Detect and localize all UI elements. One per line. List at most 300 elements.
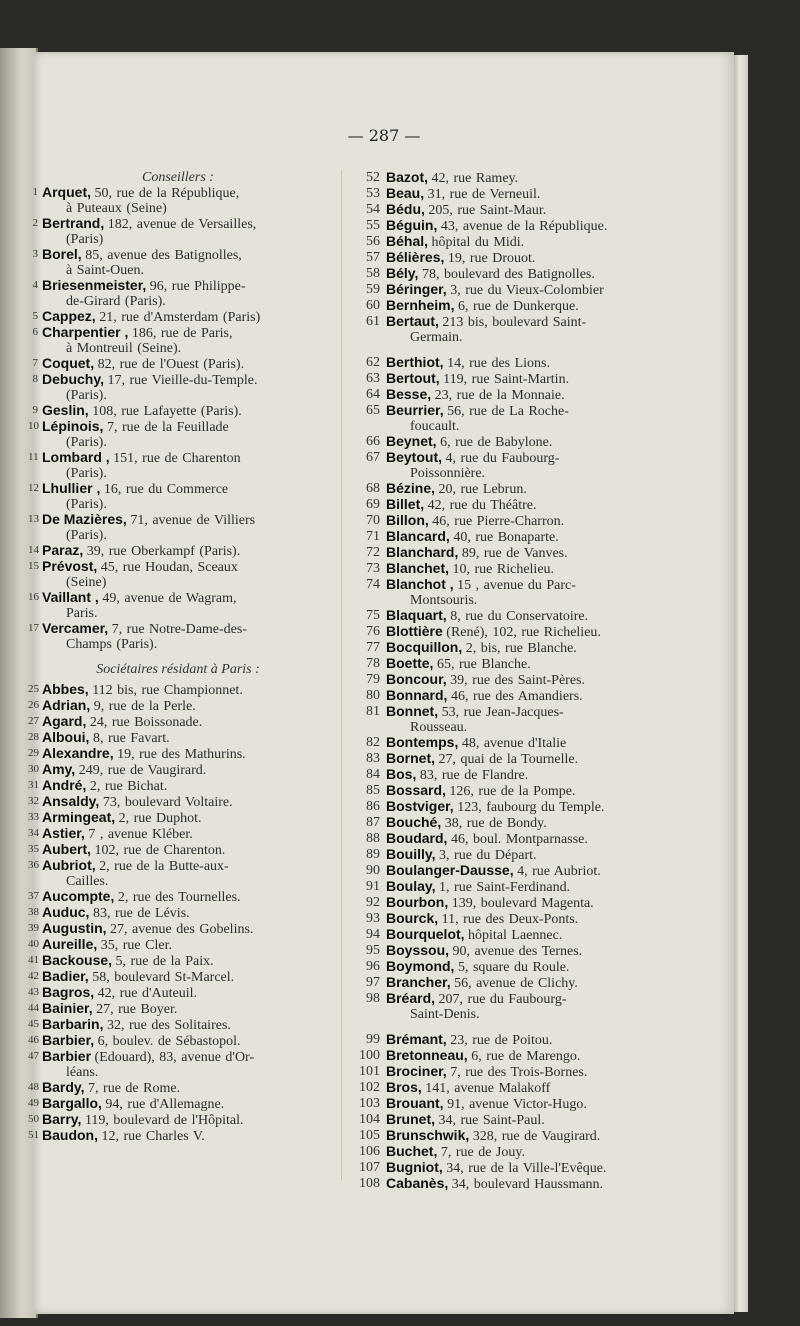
entry-number: 28 bbox=[28, 731, 39, 743]
entry-number: 105 bbox=[359, 1128, 380, 1143]
list-item bbox=[352, 751, 697, 767]
list-item bbox=[28, 543, 328, 559]
entry-address: 96, rue Philippe- bbox=[149, 279, 246, 294]
entry-name: Bertrand, bbox=[42, 215, 105, 231]
entry-address: 50, rue de la République, bbox=[94, 186, 240, 201]
entry-address: 85, avenue des Batignolles, bbox=[85, 248, 242, 263]
list-item bbox=[352, 513, 697, 529]
entry-name: Coquet, bbox=[42, 355, 95, 371]
entry-number: 73 bbox=[366, 561, 380, 576]
entry-number: 67 bbox=[366, 450, 380, 465]
entry-name: Ansaldy, bbox=[42, 793, 100, 809]
entry-address: 14, rue des Lions. bbox=[447, 356, 550, 371]
entry-number: 89 bbox=[366, 847, 380, 862]
entry-address-continued: à Montreuil (Seine). bbox=[66, 341, 182, 356]
entry-name: Bainier, bbox=[42, 1000, 93, 1016]
list-item bbox=[28, 985, 328, 1001]
list-item bbox=[352, 1112, 697, 1128]
entry-address: 83, rue de Flandre. bbox=[419, 768, 529, 783]
list-item bbox=[28, 969, 328, 985]
entry-name: Beurrier, bbox=[386, 402, 444, 418]
entry-name: Bernheim, bbox=[386, 297, 455, 313]
entry-number: 36 bbox=[28, 859, 39, 871]
list-item bbox=[28, 937, 328, 953]
entry-address-continued: (Paris). bbox=[66, 497, 107, 512]
list-item bbox=[352, 202, 697, 218]
entry-address: 45, rue Houdan, Sceaux bbox=[100, 560, 238, 575]
entry-number: 84 bbox=[366, 767, 380, 782]
entry-number: 94 bbox=[366, 927, 380, 942]
entry-address: 10, rue Richelieu. bbox=[452, 562, 555, 577]
entry-name: Boudard, bbox=[386, 830, 448, 846]
entry-name: Blancard, bbox=[386, 528, 450, 544]
entry-number: 12 bbox=[28, 482, 39, 494]
entry-name: Lépinois, bbox=[42, 418, 104, 434]
entry-number: 75 bbox=[366, 608, 380, 623]
entry-address-continued: (Paris) bbox=[66, 232, 104, 247]
left-column bbox=[28, 170, 328, 1144]
entry-address: 108, rue Lafayette (Paris). bbox=[92, 404, 242, 419]
entry-number: 81 bbox=[366, 704, 380, 719]
entry-address: 249, rue de Vaugirard. bbox=[78, 763, 207, 778]
entry-name: Adrian, bbox=[42, 697, 91, 713]
entry-name: Boymond, bbox=[386, 958, 455, 974]
list-item bbox=[352, 767, 697, 783]
entry-name: Brancher, bbox=[386, 974, 451, 990]
entry-name: Billet, bbox=[386, 496, 425, 512]
entry-name: Vaillant , bbox=[42, 589, 99, 605]
entry-address: (Edouard), 83, avenue d'Or- bbox=[94, 1050, 255, 1065]
entry-number: 51 bbox=[28, 1129, 39, 1141]
entry-number: 25 bbox=[28, 683, 39, 695]
entry-address: 2, rue Bichat. bbox=[89, 779, 168, 794]
entry-number: 5 bbox=[32, 310, 38, 322]
entry-address: 7, rue de la Feuillade bbox=[106, 420, 229, 435]
entry-address-continued: Paris. bbox=[66, 606, 98, 621]
list-item bbox=[28, 810, 328, 826]
members-list bbox=[352, 170, 697, 1192]
section-gap bbox=[28, 652, 328, 662]
entry-address: 73, boulevard Voltaire. bbox=[102, 795, 233, 810]
entry-name: Beau, bbox=[386, 185, 425, 201]
entry-address: 11, rue des Deux-Ponts. bbox=[441, 912, 579, 927]
list-item bbox=[28, 921, 328, 937]
entry-name: Blanchet, bbox=[386, 560, 450, 576]
entry-name: Aubert, bbox=[42, 841, 91, 857]
entry-number: 107 bbox=[359, 1160, 380, 1175]
entry-address: 27, quai de la Tournelle. bbox=[438, 752, 579, 767]
entry-address: 46, rue Pierre-Charron. bbox=[432, 514, 565, 529]
list-item bbox=[28, 1096, 328, 1112]
entry-number: 93 bbox=[366, 911, 380, 926]
entry-number: 52 bbox=[366, 170, 380, 185]
entry-name: Blanchard, bbox=[386, 544, 459, 560]
entry-number: 69 bbox=[366, 497, 380, 512]
entry-name: De Mazières, bbox=[42, 511, 127, 527]
entry-name: Bézine, bbox=[386, 480, 436, 496]
entry-number: 74 bbox=[366, 577, 380, 592]
entry-name: Bocquillon, bbox=[386, 639, 463, 655]
entry-name: Béhal, bbox=[386, 233, 429, 249]
list-item bbox=[28, 1001, 328, 1017]
entry-name: Bros, bbox=[386, 1079, 422, 1095]
entry-number: 108 bbox=[359, 1176, 380, 1191]
entry-name: Badier, bbox=[42, 968, 89, 984]
entry-number: 43 bbox=[28, 986, 39, 998]
list-item bbox=[352, 656, 697, 672]
entry-address-continued: Montsouris. bbox=[410, 593, 478, 608]
list-item bbox=[352, 624, 697, 640]
list-item bbox=[352, 640, 697, 656]
entry-name: Debuchy, bbox=[42, 371, 104, 387]
entry-number: 97 bbox=[366, 975, 380, 990]
list-item bbox=[28, 247, 328, 278]
entry-number: 61 bbox=[366, 314, 380, 329]
entry-address: 71, avenue de Villiers bbox=[130, 513, 256, 528]
entry-address: 7, rue Notre-Dame-des- bbox=[111, 622, 247, 637]
entry-number: 30 bbox=[28, 763, 39, 775]
list-item bbox=[28, 858, 328, 889]
entry-address: 7, rue des Trois-Bornes. bbox=[450, 1065, 588, 1080]
entry-number: 9 bbox=[32, 404, 38, 416]
page-number: — 287 — bbox=[347, 126, 421, 145]
entry-number: 27 bbox=[28, 715, 39, 727]
entry-name: Armingeat, bbox=[42, 809, 116, 825]
list-item bbox=[352, 911, 697, 927]
list-item bbox=[28, 481, 328, 512]
entry-address: 1, rue Saint-Ferdinand. bbox=[439, 880, 571, 895]
list-item bbox=[28, 309, 328, 325]
entry-address: 2, rue Duphot. bbox=[118, 811, 202, 826]
entry-number: 32 bbox=[28, 795, 39, 807]
entry-name: Arquet, bbox=[42, 184, 91, 200]
entry-address: 83, rue de Lévis. bbox=[92, 906, 190, 921]
entry-number: 49 bbox=[28, 1097, 39, 1109]
entry-number: 88 bbox=[366, 831, 380, 846]
entry-address: 119, boulevard de l'Hôpital. bbox=[84, 1113, 244, 1128]
entry-number: 106 bbox=[359, 1144, 380, 1159]
entry-name: Barbier, bbox=[42, 1032, 95, 1048]
list-item bbox=[28, 905, 328, 921]
list-item bbox=[28, 403, 328, 419]
list-item bbox=[28, 714, 328, 730]
entry-number: 76 bbox=[366, 624, 380, 639]
entry-number: 44 bbox=[28, 1002, 39, 1014]
entry-number: 31 bbox=[28, 779, 39, 791]
entry-number: 16 bbox=[28, 591, 39, 603]
list-item bbox=[352, 608, 697, 624]
entry-address: 2, rue de la Butte-aux- bbox=[99, 859, 229, 874]
entry-name: Bostviger, bbox=[386, 798, 454, 814]
list-item bbox=[352, 879, 697, 895]
entry-name: Augustin, bbox=[42, 920, 107, 936]
entry-number: 70 bbox=[366, 513, 380, 528]
entry-number: 48 bbox=[28, 1081, 39, 1093]
entry-name: Vercamer, bbox=[42, 620, 109, 636]
entry-name: Bédu, bbox=[386, 201, 425, 217]
entry-address: 43, avenue de la République. bbox=[440, 219, 608, 234]
list-item bbox=[28, 356, 328, 372]
entry-address-continued: (Seine) bbox=[66, 575, 107, 590]
entry-name: Backouse, bbox=[42, 952, 113, 968]
entry-name: Brouant, bbox=[386, 1095, 444, 1111]
entry-address: 207, rue du Faubourg- bbox=[438, 992, 567, 1007]
entry-address-continued: Rousseau. bbox=[410, 720, 468, 735]
entry-address-continued: Champs (Paris). bbox=[66, 637, 158, 652]
heading-conseillers: Conseillers : bbox=[142, 170, 214, 185]
entry-address: hôpital du Midi. bbox=[431, 235, 525, 250]
entry-number: 50 bbox=[28, 1113, 39, 1125]
entry-number: 92 bbox=[366, 895, 380, 910]
entry-name: Boncour, bbox=[386, 671, 447, 687]
column-divider bbox=[341, 170, 342, 1180]
entry-address: 8, rue du Conservatoire. bbox=[450, 609, 589, 624]
entry-address: 65, rue Blanche. bbox=[436, 657, 531, 672]
list-item bbox=[352, 577, 697, 608]
entry-name: Beynet, bbox=[386, 433, 437, 449]
entry-number: 82 bbox=[366, 735, 380, 750]
list-item bbox=[352, 234, 697, 250]
entry-address: 32, rue des Solitaires. bbox=[106, 1018, 231, 1033]
list-item bbox=[352, 895, 697, 911]
entry-number: 29 bbox=[28, 747, 39, 759]
list-item bbox=[352, 481, 697, 497]
entry-address: 328, rue de Vaugirard. bbox=[472, 1129, 601, 1144]
list-item bbox=[352, 434, 697, 450]
entry-number: 68 bbox=[366, 481, 380, 496]
entry-name: Auduc, bbox=[42, 904, 90, 920]
entry-name: Lhullier , bbox=[42, 480, 101, 496]
entry-name: Bugniot, bbox=[386, 1159, 443, 1175]
entry-name: Cabanès, bbox=[386, 1175, 449, 1191]
entry-address: 34, boulevard Haussmann. bbox=[451, 1177, 604, 1192]
entry-address: 38, rue de Bondy. bbox=[444, 816, 547, 831]
entry-name: Barbier bbox=[42, 1048, 92, 1064]
entry-address: 42, rue Ramey. bbox=[431, 171, 519, 186]
entry-address: 2, rue des Tournelles. bbox=[117, 890, 241, 905]
entry-name: Boulanger-Dausse, bbox=[386, 862, 514, 878]
entry-number: 13 bbox=[28, 513, 39, 525]
entry-name: Besse, bbox=[386, 386, 432, 402]
entry-number: 58 bbox=[366, 266, 380, 281]
entry-name: Alboui, bbox=[42, 729, 90, 745]
entry-address-continued: léans. bbox=[66, 1065, 99, 1080]
entry-name: Abbes, bbox=[42, 681, 89, 697]
list-item bbox=[28, 682, 328, 698]
entry-name: Prévost, bbox=[42, 558, 98, 574]
entry-name: Lombard , bbox=[42, 449, 110, 465]
entry-address: 12, rue Charles V. bbox=[101, 1129, 205, 1144]
entry-address: 78, boulevard des Batignolles. bbox=[421, 267, 595, 282]
entry-address: 6, rue de Babylone. bbox=[440, 435, 553, 450]
entry-address: 139, boulevard Magenta. bbox=[451, 896, 594, 911]
entry-name: Bourbon, bbox=[386, 894, 449, 910]
list-item bbox=[352, 975, 697, 991]
list-item bbox=[352, 314, 697, 345]
entry-address: 35, rue Cler. bbox=[100, 938, 172, 953]
entry-name: Bretonneau, bbox=[386, 1047, 468, 1063]
list-item bbox=[352, 218, 697, 234]
list-item bbox=[352, 1064, 697, 1080]
entry-number: 41 bbox=[28, 954, 39, 966]
list-item bbox=[28, 450, 328, 481]
list-item bbox=[28, 746, 328, 762]
entry-name: Cappez, bbox=[42, 308, 96, 324]
entry-address: 15 , avenue du Parc- bbox=[457, 578, 576, 593]
societaires-list bbox=[28, 682, 328, 1144]
entry-name: Bouché, bbox=[386, 814, 442, 830]
entry-number: 34 bbox=[28, 827, 39, 839]
list-item bbox=[352, 1032, 697, 1048]
entry-address: 89, rue de Vanves. bbox=[461, 546, 568, 561]
entry-number: 85 bbox=[366, 783, 380, 798]
entry-number: 83 bbox=[366, 751, 380, 766]
entry-name: Béringer, bbox=[386, 281, 447, 297]
entry-address: 8, rue Favart. bbox=[92, 731, 170, 746]
list-item bbox=[352, 704, 697, 735]
list-item bbox=[352, 1128, 697, 1144]
list-item bbox=[28, 842, 328, 858]
entry-name: Boulay, bbox=[386, 878, 436, 894]
entry-address: 27, avenue des Gobelins. bbox=[110, 922, 254, 937]
entry-number: 7 bbox=[32, 357, 38, 369]
entry-number: 40 bbox=[28, 938, 39, 950]
entry-address: 5, rue de la Paix. bbox=[115, 954, 214, 969]
entry-number: 3 bbox=[32, 248, 38, 260]
list-item bbox=[28, 1017, 328, 1033]
entry-name: Paraz, bbox=[42, 542, 84, 558]
entry-name: Bonnard, bbox=[386, 687, 448, 703]
list-item bbox=[352, 1080, 697, 1096]
entry-address-continued: Saint-Denis. bbox=[410, 1007, 480, 1022]
entry-number: 62 bbox=[366, 355, 380, 370]
entry-address: 9, rue de la Perle. bbox=[93, 699, 196, 714]
entry-number: 78 bbox=[366, 656, 380, 671]
entry-address: 186, rue de Paris, bbox=[131, 326, 233, 341]
entry-name: Bos, bbox=[386, 766, 417, 782]
entry-name: Agard, bbox=[42, 713, 87, 729]
entry-name: Geslin, bbox=[42, 402, 89, 418]
entry-address-continued: à Saint-Ouen. bbox=[66, 263, 144, 278]
entry-name: Alexandre, bbox=[42, 745, 114, 761]
list-item bbox=[352, 1144, 697, 1160]
entry-address: 123, faubourg du Temple. bbox=[457, 800, 605, 815]
entry-name: Brunet, bbox=[386, 1111, 435, 1127]
entry-name: Aureille, bbox=[42, 936, 98, 952]
list-item bbox=[352, 266, 697, 282]
list-item bbox=[28, 698, 328, 714]
entry-address: 46, rue des Amandiers. bbox=[450, 689, 583, 704]
entry-number: 101 bbox=[359, 1064, 380, 1079]
list-item bbox=[352, 1096, 697, 1112]
entry-address: 4, rue Aubriot. bbox=[517, 864, 601, 879]
entry-name: Blaquart, bbox=[386, 607, 447, 623]
entry-address: 42, rue du Théâtre. bbox=[427, 498, 537, 513]
entry-address: 16, rue du Commerce bbox=[103, 482, 229, 497]
entry-name: Aucompte, bbox=[42, 888, 115, 904]
entry-number: 57 bbox=[366, 250, 380, 265]
entry-number: 96 bbox=[366, 959, 380, 974]
entry-address: 34, rue de la Ville-l'Evêque. bbox=[446, 1161, 607, 1176]
list-item bbox=[352, 250, 697, 266]
list-item bbox=[28, 794, 328, 810]
entry-number: 6 bbox=[32, 326, 38, 338]
entry-address: 91, avenue Victor-Hugo. bbox=[447, 1097, 587, 1112]
entry-address: 53, rue Jean-Jacques- bbox=[441, 705, 564, 720]
entry-address: 82, rue de l'Ouest (Paris). bbox=[97, 357, 245, 372]
entry-address: 23, rue de la Monnaie. bbox=[434, 388, 565, 403]
entry-name: Boette, bbox=[386, 655, 434, 671]
list-item bbox=[28, 372, 328, 403]
entry-number: 15 bbox=[28, 560, 39, 572]
list-item bbox=[28, 762, 328, 778]
entry-number: 79 bbox=[366, 672, 380, 687]
entry-number: 90 bbox=[366, 863, 380, 878]
list-item bbox=[352, 545, 697, 561]
entry-number: 1 bbox=[32, 186, 38, 198]
entry-number: 17 bbox=[28, 622, 39, 634]
entry-address: 39, rue des Saint-Pères. bbox=[450, 673, 585, 688]
entry-name: Bossard, bbox=[386, 782, 446, 798]
entry-name: Bourquelot, bbox=[386, 926, 465, 942]
entry-name: Buchet, bbox=[386, 1143, 438, 1159]
conseillers-list bbox=[28, 185, 328, 652]
entry-name: Bertaut, bbox=[386, 313, 439, 329]
list-item bbox=[352, 170, 697, 186]
list-item bbox=[352, 355, 697, 371]
list-item bbox=[352, 1176, 697, 1192]
entry-name: Amy, bbox=[42, 761, 76, 777]
entry-address: hôpital Laennec. bbox=[468, 928, 563, 943]
entry-number: 95 bbox=[366, 943, 380, 958]
entry-number: 8 bbox=[32, 373, 38, 385]
entry-address: 27, rue Boyer. bbox=[96, 1002, 178, 1017]
entry-address: 102, rue de Charenton. bbox=[94, 843, 226, 858]
heading-societaires: Sociétaires résidant à Paris : bbox=[96, 662, 260, 677]
entry-number: 33 bbox=[28, 811, 39, 823]
entry-name: Brémant, bbox=[386, 1031, 447, 1047]
entry-address: 7, rue de Jouy. bbox=[440, 1145, 525, 1160]
entry-address: 6, rue de Dunkerque. bbox=[457, 299, 579, 314]
list-item bbox=[352, 927, 697, 943]
list-item bbox=[28, 419, 328, 450]
entry-number: 104 bbox=[359, 1112, 380, 1127]
entry-address: 119, rue Saint-Martin. bbox=[443, 372, 570, 387]
entry-address: 141, avenue Malakoff bbox=[425, 1081, 551, 1096]
entry-number: 37 bbox=[28, 890, 39, 902]
entry-number: 11 bbox=[28, 451, 39, 463]
page-stack-edge bbox=[734, 55, 748, 1312]
entry-address: 3, rue du Vieux-Colombier bbox=[450, 283, 604, 298]
list-item bbox=[352, 282, 697, 298]
entry-name: Astier, bbox=[42, 825, 85, 841]
entry-number: 86 bbox=[366, 799, 380, 814]
entry-address-continued: de-Girard (Paris). bbox=[66, 294, 166, 309]
entry-address-continued: foucault. bbox=[410, 419, 460, 434]
entry-address-continued: à Puteaux (Seine) bbox=[66, 201, 167, 216]
list-item bbox=[352, 1048, 697, 1064]
entry-number: 91 bbox=[366, 879, 380, 894]
entry-name: Blanchot , bbox=[386, 576, 454, 592]
entry-number: 10 bbox=[28, 420, 39, 432]
list-item bbox=[28, 185, 328, 216]
list-item bbox=[28, 1049, 328, 1080]
list-item bbox=[352, 991, 697, 1022]
list-item bbox=[28, 590, 328, 621]
entry-number: 65 bbox=[366, 403, 380, 418]
entry-address: 20, rue Lebrun. bbox=[438, 482, 527, 497]
entry-address: 90, avenue des Ternes. bbox=[452, 944, 583, 959]
